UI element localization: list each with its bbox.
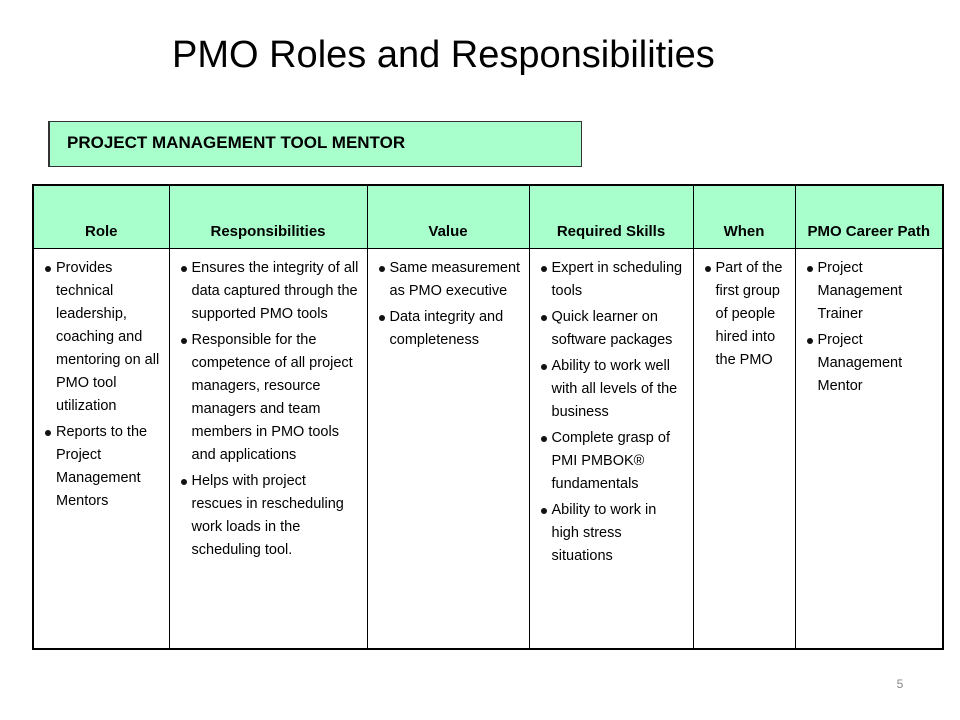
- subtitle-box: [48, 121, 582, 167]
- bullet-text: Provides technical leadership, coaching and mentoring on all PMO tool utilization: [56, 260, 160, 414]
- bullet-dot-icon: [379, 266, 385, 272]
- bullet-text: Expert in scheduling tools: [551, 260, 683, 299]
- bullet-item: [377, 306, 523, 352]
- header-required-skills: Required Skills: [529, 185, 693, 249]
- cell-role: [33, 249, 169, 650]
- bullet-item: [539, 306, 687, 352]
- bullet-item: [539, 257, 687, 303]
- bullet-list: [539, 257, 687, 568]
- table-row: [33, 249, 943, 650]
- cell-career-path: [795, 249, 943, 650]
- subtitle-text: PROJECT MANAGEMENT TOOL MENTOR: [67, 133, 406, 152]
- bullet-dot-icon: [541, 436, 547, 442]
- bullet-list: [703, 257, 789, 372]
- bullet-item: [179, 257, 361, 326]
- bullet-item: [43, 421, 163, 513]
- bullet-list: [377, 257, 523, 352]
- bullet-dot-icon: [181, 338, 187, 344]
- bullet-item: [805, 329, 937, 398]
- bullet-text: Helps with project rescues in rescheduling work loads in the scheduling tool.: [191, 473, 344, 558]
- header-role: Role: [33, 185, 169, 249]
- bullet-dot-icon: [181, 266, 187, 272]
- cell-responsibilities: [169, 249, 367, 650]
- bullet-item: [805, 257, 937, 326]
- bullet-text: Part of the first group of people hired into the PMO: [715, 260, 783, 368]
- bullet-text: Data integrity and completeness: [389, 309, 504, 348]
- bullet-dot-icon: [541, 315, 547, 321]
- bullet-item: [539, 427, 687, 496]
- bullet-item: [377, 257, 523, 303]
- bullet-dot-icon: [807, 266, 813, 272]
- bullet-item: [539, 355, 687, 424]
- bullet-dot-icon: [541, 508, 547, 514]
- bullet-text: Project Management Trainer: [817, 260, 903, 322]
- bullet-text: Ability to work in high stress situations: [551, 502, 657, 564]
- bullet-list: [43, 257, 163, 513]
- bullet-item: [43, 257, 163, 418]
- page-number: 5: [896, 677, 904, 691]
- bullet-dot-icon: [379, 315, 385, 321]
- bullet-dot-icon: [705, 266, 711, 272]
- bullet-dot-icon: [541, 266, 547, 272]
- bullet-item: [703, 257, 789, 372]
- cell-required-skills: [529, 249, 693, 650]
- bullet-text: Quick learner on software packages: [551, 309, 673, 348]
- cell-when: [693, 249, 795, 650]
- bullet-text: Same measurement as PMO executive: [389, 260, 521, 299]
- header-when: When: [693, 185, 795, 249]
- bullet-item: [179, 329, 361, 467]
- bullet-dot-icon: [807, 338, 813, 344]
- header-responsibilities: Responsibilities: [169, 185, 367, 249]
- bullet-dot-icon: [181, 479, 187, 485]
- bullet-text: Responsible for the competence of all project managers, resource managers and team members in PMO tools and applications: [191, 332, 353, 463]
- bullet-text: Complete grasp of PMI PMBOK® fundamentals: [551, 430, 670, 492]
- bullet-dot-icon: [45, 430, 51, 436]
- cell-value: [367, 249, 529, 650]
- bullet-text: Reports to the Project Management Mentors: [56, 424, 148, 509]
- bullet-dot-icon: [45, 266, 51, 272]
- bullet-list: [805, 257, 937, 398]
- bullet-text: Project Management Mentor: [817, 332, 903, 394]
- header-career-path: PMO Career Path: [795, 185, 943, 249]
- bullet-dot-icon: [541, 364, 547, 370]
- bullet-text: Ability to work well with all levels of the business: [551, 358, 678, 420]
- bullet-list: [179, 257, 361, 562]
- header-value: Value: [367, 185, 529, 249]
- slide-title: PMO Roles and Responsibilities: [172, 34, 715, 76]
- roles-table: [32, 184, 944, 650]
- bullet-item: [179, 470, 361, 562]
- bullet-text: Ensures the integrity of all data captured through the supported PMO tools: [191, 260, 359, 322]
- bullet-item: [539, 499, 687, 568]
- table-header-row: [33, 185, 943, 249]
